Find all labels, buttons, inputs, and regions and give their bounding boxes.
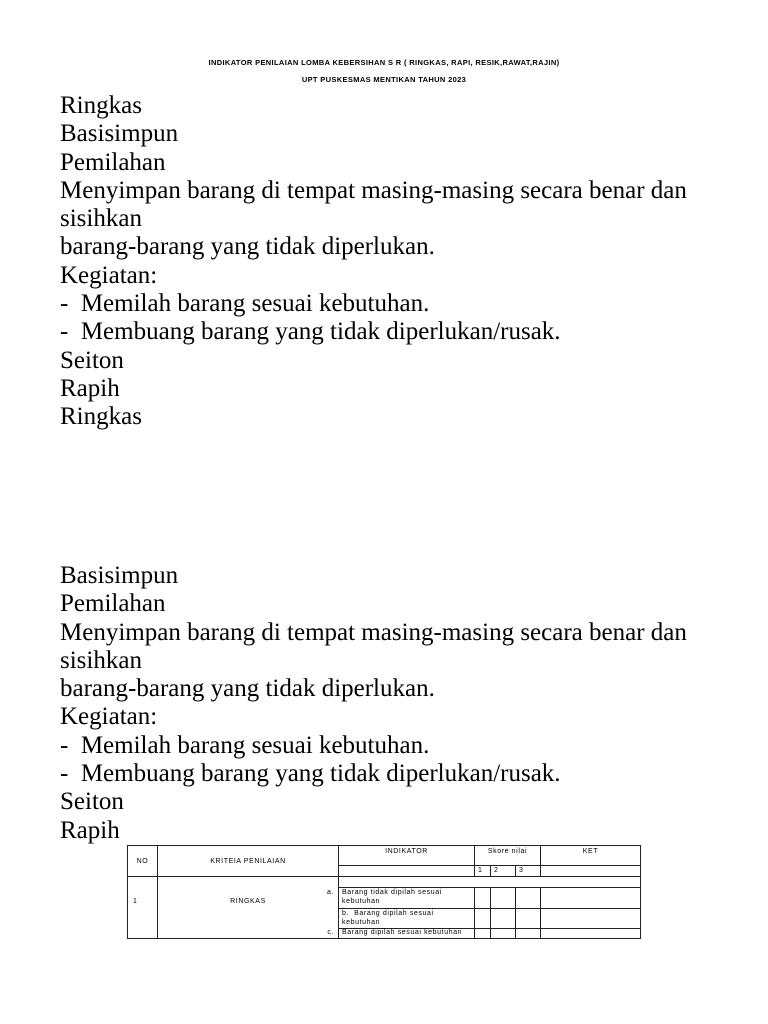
text-line: Kegiatan:	[60, 703, 158, 731]
bullet-line: - Membuang barang yang tidak diperlukan/rusak.	[60, 318, 561, 346]
text-line: barang-barang yang tidak diperlukan.	[60, 233, 435, 261]
text-line: sisihkan	[60, 205, 142, 233]
text-line: Kegiatan:	[60, 261, 158, 289]
text-line: Basisimpun	[60, 562, 179, 589]
score-cell-2	[490, 908, 516, 929]
score-level-label: 2	[494, 867, 499, 874]
score-cell-3	[515, 928, 541, 939]
text-line: Rapih	[60, 816, 120, 844]
remarks-cell	[540, 908, 641, 929]
row-criteria: RINGKAS	[230, 898, 266, 905]
text-line: Pemilahan	[60, 590, 166, 618]
text-line: barang-barang yang tidak diperlukan.	[60, 675, 435, 703]
content-section-1	[60, 92, 740, 432]
score-cell-2	[490, 928, 516, 939]
bullet-line: - Memilah barang sesuai kebutuhan.	[60, 731, 430, 759]
header-cell-criteria	[157, 845, 339, 877]
text-line: Seiton	[60, 346, 124, 374]
text-line: Rapih	[60, 374, 120, 402]
indicator-letter: a.	[326, 889, 334, 896]
score-cell-2	[490, 887, 516, 909]
text-line: Menyimpan barang di tempat masing-masing secara benar dan	[60, 618, 687, 646]
remarks-cell	[540, 887, 641, 909]
text-line: Ringkas	[60, 92, 142, 119]
indicator-cell	[338, 908, 475, 929]
assessment-table	[127, 845, 641, 939]
indicator-letter: c.	[327, 929, 334, 936]
score-cell-3	[515, 887, 541, 909]
text-line: Menyimpan barang di tempat masing-masing secara benar dan	[60, 176, 687, 204]
indicator-text: b. Barang dipilah sesuai kebutuhan	[342, 910, 437, 926]
indicator-cell	[338, 928, 475, 939]
header-cell-indicator	[338, 845, 475, 866]
header-cell-no	[127, 845, 158, 877]
text-line: Ringkas	[60, 403, 142, 431]
document-title: INDIKATOR PENILAIAN LOMBA KEBERSIHAN S R ( RINGKAS, RAPI, RESIK,RAWAT,RAJIN)	[208, 58, 560, 67]
text-line: Pemilahan	[60, 148, 166, 176]
score-level-label: 1	[478, 867, 483, 874]
header-indicator-label: INDIKATOR	[385, 848, 428, 855]
score-level-label: 3	[519, 867, 524, 874]
bullet-line: - Memilah barang sesuai kebutuhan.	[60, 290, 430, 318]
indicator-text: Barang tidak dipilah sesuai kebutuhan	[342, 889, 445, 905]
content-section-2	[60, 562, 740, 845]
row-no-cell	[127, 876, 158, 939]
header-cell-remarks	[540, 845, 641, 866]
header-cell-score	[474, 845, 541, 866]
text-line: Basisimpun	[60, 120, 179, 148]
remarks-cell	[540, 928, 641, 939]
bullet-line: - Membuang barang yang tidak diperlukan/rusak.	[60, 760, 561, 788]
document-subtitle: UPT PUSKESMAS MENTIKAN TAHUN 2023	[301, 75, 467, 84]
row-no: 1	[133, 898, 138, 905]
text-line: sisihkan	[60, 646, 142, 674]
row-criteria-cell	[157, 876, 339, 939]
score-cell-3	[515, 908, 541, 929]
indicator-text: Barang dipilah sesuai kebutuhan	[342, 929, 463, 936]
score-cell-1	[474, 887, 491, 909]
header-score-label: Skore nilai	[487, 848, 528, 855]
header-remarks-label: KET	[582, 848, 599, 855]
header-no-label: NO	[136, 857, 149, 865]
score-cell-1	[474, 908, 491, 929]
indicator-cell	[338, 887, 475, 909]
header-criteria-label: KRITEIA PENILAIAN	[210, 857, 286, 865]
score-cell-1	[474, 928, 491, 939]
text-line: Seiton	[60, 788, 124, 816]
